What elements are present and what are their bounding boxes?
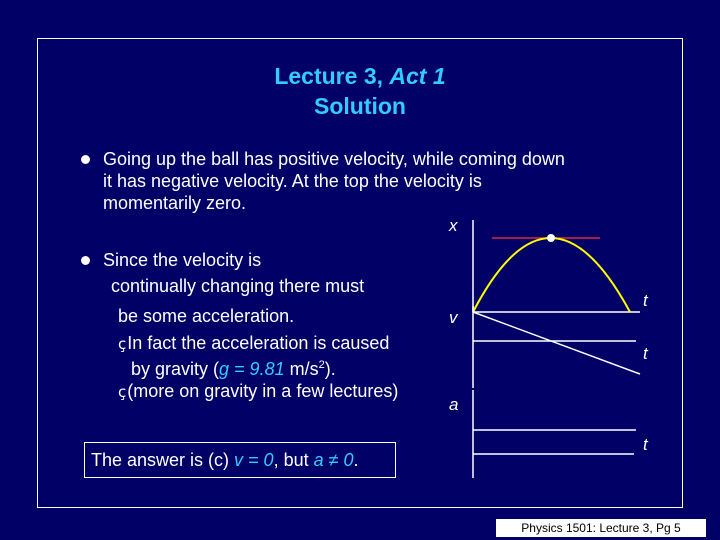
sub-bullet-arrow-icon: ç bbox=[118, 335, 127, 353]
slide-subtitle: Solution bbox=[314, 93, 406, 119]
slide-footer: Physics 1501: Lecture 3, Pg 5 bbox=[496, 519, 706, 537]
answer-mid: , but bbox=[273, 450, 314, 470]
bullet-2-line-1: Since the velocity is bbox=[103, 250, 262, 270]
answer-acceleration: a ≠ 0 bbox=[313, 450, 354, 470]
title-prefix: Lecture 3, bbox=[274, 63, 383, 89]
position-t-label: t bbox=[643, 291, 648, 310]
answer-velocity: v = 0 bbox=[234, 450, 274, 470]
bullet-2-line-3: be some acceleration. bbox=[118, 306, 295, 326]
answer-post: . bbox=[353, 450, 359, 470]
sub-bullet-arrow-icon-2: ç bbox=[118, 383, 127, 401]
answer-pre: The answer is (c) bbox=[91, 450, 235, 470]
position-graph bbox=[448, 216, 649, 312]
bullet-1-line-2: it has negative velocity. At the top the velocity is bbox=[103, 171, 482, 191]
bullet-1-line-3: momentarily zero. bbox=[103, 193, 247, 213]
bullet-2-line-2: continually changing there must bbox=[111, 276, 365, 296]
sub-bullet-more-text: (more on gravity in a few lectures) bbox=[127, 381, 399, 401]
gravity-value: g = 9.81 bbox=[219, 359, 285, 379]
title-act: Act 1 bbox=[389, 63, 446, 89]
gravity-close: ). bbox=[324, 359, 336, 379]
velocity-graph bbox=[449, 306, 649, 388]
acceleration-t-label: t bbox=[643, 435, 648, 454]
gravity-unit: m/s bbox=[284, 359, 319, 379]
position-axis-label: x bbox=[449, 216, 458, 235]
velocity-line bbox=[473, 312, 640, 374]
bullet-1-line-1: Going up the ball has positive velocity, while coming down bbox=[103, 149, 565, 169]
velocity-t-label: t bbox=[643, 344, 648, 363]
sub-bullet-gravity-text: In fact the acceleration is caused bbox=[127, 333, 390, 353]
ball-icon bbox=[547, 234, 555, 242]
gravity-open: by gravity ( bbox=[131, 359, 220, 379]
acceleration-axis-label: a bbox=[449, 395, 459, 414]
position-curve bbox=[473, 238, 630, 312]
gravity-unit-exponent: 2 bbox=[318, 359, 325, 371]
acceleration-graph bbox=[449, 390, 649, 478]
velocity-axis-label: v bbox=[449, 308, 458, 327]
